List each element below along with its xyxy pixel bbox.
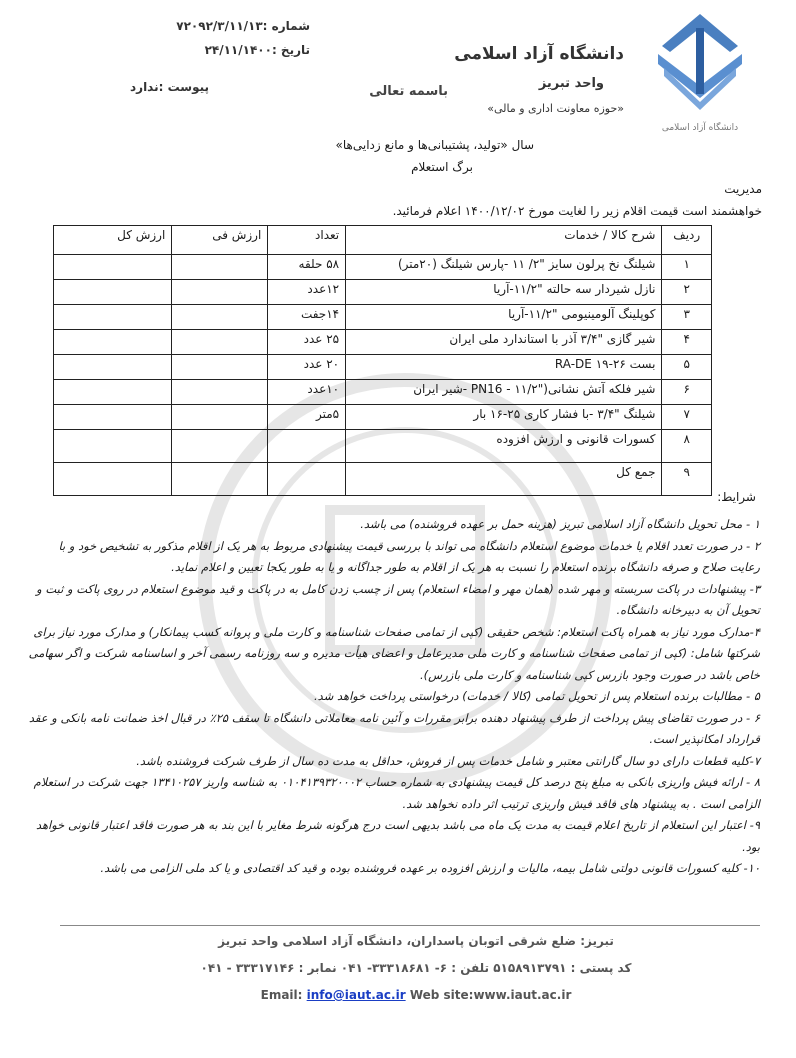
- condition-item: ۱ - محل تحویل دانشگاه آزاد اسلامی تبریز (هزینه حمل بر عهده فروشنده) می باشد.: [360, 517, 760, 531]
- total-price-cell: [54, 305, 172, 330]
- footer-contact: [76, 982, 756, 1009]
- year-motto: سال «تولید، پشتیبانی‌ها و مانع زدایی‌ها»: [335, 138, 534, 152]
- quantity-cell: [268, 463, 346, 496]
- total-price-cell: [54, 255, 172, 280]
- website-text: Web site:www.iaut.ac.ir: [409, 988, 572, 1002]
- description-cell: جمع کل: [346, 463, 662, 496]
- table-row: [54, 355, 712, 380]
- condition-item: ۶ - در صورت تقاضای پیش پرداخت از طرف پیشنهاد دهنده برابر مقررات و آئین نامه معاملاتی دانشگاه تا سقف ۲۵٪ در قبال اخذ ضمانت نامه بانکی و عقد قرارداد امکانپذیر است.: [28, 710, 760, 746]
- email-label: Email:: [260, 988, 303, 1002]
- row-number-cell: ۱: [662, 255, 712, 280]
- unit-price-cell: [172, 355, 268, 380]
- table-row: [54, 280, 712, 305]
- quantity-cell: ۵۸ حلقه: [268, 255, 346, 280]
- university-name: دانشگاه آزاد اسلامی: [454, 44, 624, 64]
- request-line: خواهشمند است قیمت اقلام زیر را لغایت مورخ ۱۴۰۰/۱۲/۰۲ اعلام فرمائید.: [392, 204, 762, 218]
- table-header-row: [54, 226, 712, 255]
- unit-price-cell: [172, 280, 268, 305]
- svg-text:دانشگاه آزاد اسلامی: دانشگاه آزاد اسلامی: [661, 123, 739, 133]
- letter-number: شماره :۷۲۰۹۲/۳/۱۱/۱۳: [176, 19, 310, 33]
- row-number-cell: ۳: [662, 305, 712, 330]
- letter-meta: [140, 14, 310, 62]
- description-cell: شیر گازی "۳/۴ آذر با استاندارد ملی ایران: [346, 330, 662, 355]
- description-cell: بست ۲۶-۱۹ RA-DE: [346, 355, 662, 380]
- unit-price-cell: [172, 405, 268, 430]
- footer-divider: [60, 925, 760, 926]
- table-row: [54, 305, 712, 330]
- quantity-cell: [268, 430, 346, 463]
- branch-name: واحد تبریز: [538, 76, 604, 91]
- col-header-total-price: ارزش کل: [54, 226, 172, 255]
- quantity-cell: ۱۰عدد: [268, 380, 346, 405]
- conditions-list: [25, 514, 760, 880]
- description-cell: نازل شیردار سه حالته "۱۱/۲-آریا: [346, 280, 662, 305]
- description-cell: شیر فلکه آتش نشانی("۱۱/۲ - PN16 -شیر ایران: [346, 380, 662, 405]
- table-row: [54, 380, 712, 405]
- description-cell: شیلنگ "۳/۴ -با فشار کاری ۲۵-۱۶ بار: [346, 405, 662, 430]
- footer-address: تبریز: ضلع شرقی اتوبان پاسداران، دانشگاه آزاد اسلامی واحد تبریز: [218, 934, 614, 948]
- unit-price-cell: [172, 255, 268, 280]
- row-number-cell: ۸: [662, 430, 712, 463]
- form-title: برگ استعلام: [411, 160, 473, 174]
- condition-item: ۸ - ارائه فیش واریزی بانکی به مبلغ پنج درصد کل قیمت پیشنهادی به شماره حساب ۰۱۰۴۱۳۹۳۲۰۰۰۲ به شناسه واریز ۱۳۴۱۰۲۵۷ جهت شرکت در استعلام الزامی است . به پیشنهاد های فاقد فیش واریزی ترتیب اثر داده نخواهد شد.: [33, 775, 760, 811]
- total-price-cell: [54, 280, 172, 305]
- unit-price-cell: [172, 463, 268, 496]
- condition-item: ۴-مدارک مورد نیاز به همراه پاکت استعلام: شخص حقیقی (کپی از تمامی صفحات شناسنامه و کارت ملی و پروانه کسب پیمانکار) و مدارک مورد نیاز برای شرکتها شامل: (کپی از تمامی صفحات شناسنامه و کارت ملی مدیرعامل و اعضای هیأت مدیره و سه روزنامه رسمی آخر و اساسنامه شرکت و اگر سهامی خاص باشد در صورت وجود بازرس کپی شناسنامه و کارت ملی بازرس).: [28, 624, 760, 682]
- quantity-cell: ۲۵ عدد: [268, 330, 346, 355]
- total-price-cell: [54, 330, 172, 355]
- addressee: مدیریت: [724, 182, 762, 196]
- table-row: [54, 330, 712, 355]
- quantity-cell: ۵متر: [268, 405, 346, 430]
- footer: [76, 928, 756, 1009]
- col-header-description: شرح کالا / خدمات: [346, 226, 662, 255]
- total-price-cell: [54, 405, 172, 430]
- items-table: [53, 225, 712, 496]
- row-number-cell: ۵: [662, 355, 712, 380]
- col-header-quantity: تعداد: [268, 226, 346, 255]
- condition-item: ۷-کلیه قطعات دارای دو سال گارانتی معتبر و شامل خدمات پس از فروش، حداقل به مدت ده سال از طرف شرکت فروشنده باشد.: [136, 753, 760, 768]
- col-header-row-number: ردیف: [662, 226, 712, 255]
- total-price-cell: [54, 380, 172, 405]
- row-number-cell: ۷: [662, 405, 712, 430]
- letter-date: تاریخ :۲۴/۱۱/۱۴۰۰: [204, 43, 310, 57]
- table-row: [54, 255, 712, 280]
- condition-item: ۹- اعتبار این استعلام از تاریخ اعلام قیمت به مدت یک ماه می باشد بدیهی است درج هرگونه شرط مغایر با این بند به هر صورت فاقد اعتبار قانونی خواهد بود.: [35, 818, 760, 854]
- bismillah: باسمه تعالی: [369, 84, 448, 99]
- row-number-cell: ۴: [662, 330, 712, 355]
- quantity-cell: ۱۲عدد: [268, 280, 346, 305]
- table-row: [54, 405, 712, 430]
- total-price-cell: [54, 430, 172, 463]
- condition-item: ۲ - در صورت تعدد اقلام یا خدمات موضوع استعلام دانشگاه می تواند با بررسی قیمت پیشنهادی مربوط به هر یک از اقلام مذکور به تشخیص خود و با رعایت صلاح و صرفه دانشگاه برنده استعلام را نسبت به هر یک از اقلام به طور جداگانه و یا به طور یکجا تعیین و اعلام نماید.: [58, 538, 760, 574]
- condition-item: ۱۰- کلیه کسورات قانونی دولتی شامل بیمه، مالیات و ارزش افزوده بر عهده فروشنده بوده و قید کد اقتصادی و یا کد ملی الزامی می باشد.: [100, 861, 760, 875]
- conditions-title: شرایط:: [717, 490, 756, 504]
- col-header-unit-price: ارزش فی: [172, 226, 268, 255]
- row-number-cell: ۶: [662, 380, 712, 405]
- deputy-name: «حوزه معاونت اداری و مالی»: [487, 102, 624, 115]
- row-number-cell: ۲: [662, 280, 712, 305]
- unit-price-cell: [172, 430, 268, 463]
- total-price-cell: [54, 355, 172, 380]
- footer-phones: کد پستی : ۵۱۵۸۹۱۳۷۹۱ تلفن : ۶- ۳۳۳۱۸۶۸۱- ۰۴۱ نمابر : ۳۳۳۱۷۱۴۶ - ۰۴۱: [200, 961, 632, 975]
- unit-price-cell: [172, 330, 268, 355]
- total-price-cell: [54, 463, 172, 496]
- university-logo-icon: [644, 6, 756, 136]
- quantity-cell: ۲۰ عدد: [268, 355, 346, 380]
- description-cell: کسورات قانونی و ارزش افزوده: [346, 430, 662, 463]
- letter-attachment: پیوست :ندارد: [130, 80, 210, 94]
- description-cell: کوپلینگ آلومینیومی "۱۱/۲-آریا: [346, 305, 662, 330]
- table-row: [54, 430, 712, 463]
- description-cell: شیلنگ نخ پرلون سایز "۲/ ۱۱ -پارس شیلنگ (۲۰متر): [346, 255, 662, 280]
- quantity-cell: ۱۴جفت: [268, 305, 346, 330]
- row-number-cell: ۹: [662, 463, 712, 496]
- unit-price-cell: [172, 380, 268, 405]
- unit-price-cell: [172, 305, 268, 330]
- table-row: [54, 463, 712, 496]
- condition-item: ۳- پیشنهادات در پاکت سربسته و مهر شده (همان مهر و امضاء استعلام) پس از چسب زدن کامل به در پاکت و قید موضوع استعلام در روی پاکت و ثبت و تحویل آن به دبیرخانه دانشگاه.: [36, 581, 760, 617]
- email-link[interactable]: info@iaut.ac.ir: [306, 988, 406, 1002]
- condition-item: ۵ - مطالبات برنده استعلام پس از تحویل تمامی (کالا / خدمات) درخواستی پرداخت خواهد شد.: [314, 689, 760, 703]
